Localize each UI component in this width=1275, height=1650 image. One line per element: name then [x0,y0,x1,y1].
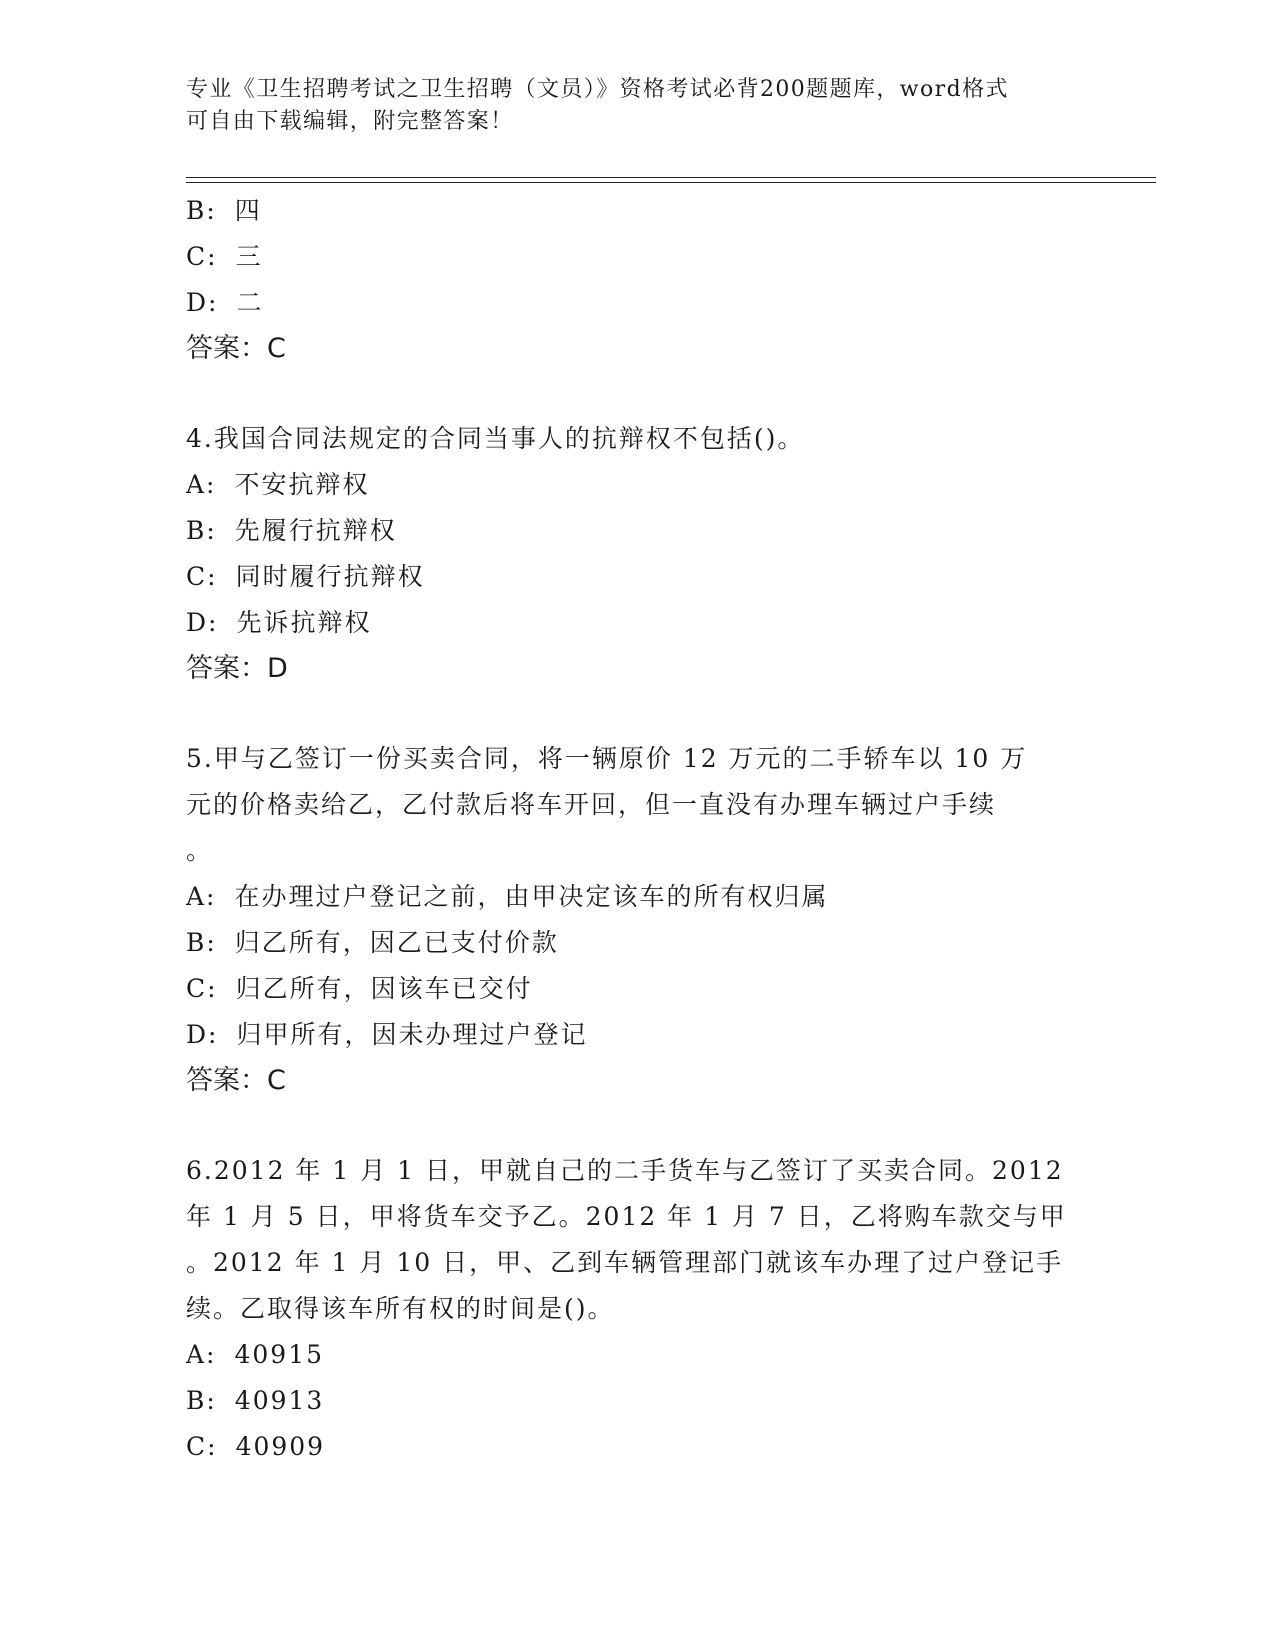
option-letter: C: [186,242,218,271]
option-item [186,966,1086,1012]
option-item [186,234,1086,280]
header-rule-top [186,177,1156,178]
option-text: 二 [236,288,264,317]
question-5 [186,736,1086,1104]
option-text: 在办理过户登记之前，由甲决定该车的所有权归属 [234,882,829,911]
option-item [186,508,1086,554]
option-letter: B: [186,1386,217,1415]
option-text: 四 [234,196,262,225]
option-text: 先履行抗辩权 [234,516,397,545]
question-6 [186,1148,1086,1470]
header-rule-bottom [186,182,1156,183]
option-item [186,874,1086,920]
question-3 [186,188,1086,372]
option-item [186,1378,1086,1424]
question-stem-line: 5.甲与乙签订一份买卖合同，将一辆原价 12 万元的二手轿车以 10 万 [186,744,1028,773]
question-stem-line: 。 [186,836,214,865]
header-line-2: 可自由下载编辑，附完整答案！ [186,109,514,134]
option-text: 归乙所有，因该车已交付 [235,974,533,1003]
option-text: 不安抗辩权 [234,470,370,499]
option-text: 三 [235,242,263,271]
answer-line: 答案：D [186,653,288,684]
option-letter: D: [186,608,219,637]
option-text: 40915 [234,1340,325,1369]
option-letter: D: [186,288,219,317]
option-item [186,1332,1086,1378]
option-text: 归乙所有，因乙已支付价款 [234,928,559,957]
option-letter: C: [186,974,218,1003]
option-text: 先诉抗辩权 [236,608,372,637]
question-stem-line: 元的价格卖给乙，乙付款后将车开回，但一直没有办理车辆过户手续 [186,790,997,819]
option-item [186,1424,1086,1470]
question-stem-line: 年 1 月 5 日，甲将货车交予乙。2012 年 1 月 7 日，乙将购车款交与甲 [186,1202,1067,1231]
option-letter: D: [186,1020,219,1049]
document-body [186,188,1086,1470]
option-letter: C: [186,562,218,591]
option-item [186,462,1086,508]
option-letter: B: [186,928,217,957]
option-letter: A: [186,1340,217,1369]
option-letter: C: [186,1432,218,1461]
option-text: 40909 [235,1432,326,1461]
answer-line: 答案：C [186,1065,286,1096]
header-line-1: 专业《卫生招聘考试之卫生招聘（文员）》资格考试必背200题题库，word格式 [186,77,1009,102]
option-item [186,188,1086,234]
option-letter: B: [186,196,217,225]
option-letter: A: [186,882,217,911]
option-item [186,600,1086,646]
answer-line: 答案：C [186,333,286,364]
question-stem-line: 。2012 年 1 月 10 日，甲、乙到车辆管理部门就该车办理了过户登记手 [186,1248,1064,1277]
option-text: 40913 [234,1386,325,1415]
option-item [186,554,1086,600]
option-item [186,920,1086,966]
question-stem-line: 续。乙取得该车所有权的时间是()。 [186,1294,615,1323]
option-text: 归甲所有，因未办理过户登记 [236,1020,588,1049]
option-letter: B: [186,516,217,545]
option-item [186,1012,1086,1058]
document-header [186,74,1086,138]
option-item [186,280,1086,326]
question-stem: 4.我国合同法规定的合同当事人的抗辩权不包括()。 [186,424,805,453]
option-text: 同时履行抗辩权 [235,562,425,591]
option-letter: A: [186,470,217,499]
question-stem-line: 6.2012 年 1 月 1 日，甲就自己的二手货车与乙签订了买卖合同。2012 [186,1156,1064,1185]
question-4 [186,416,1086,692]
